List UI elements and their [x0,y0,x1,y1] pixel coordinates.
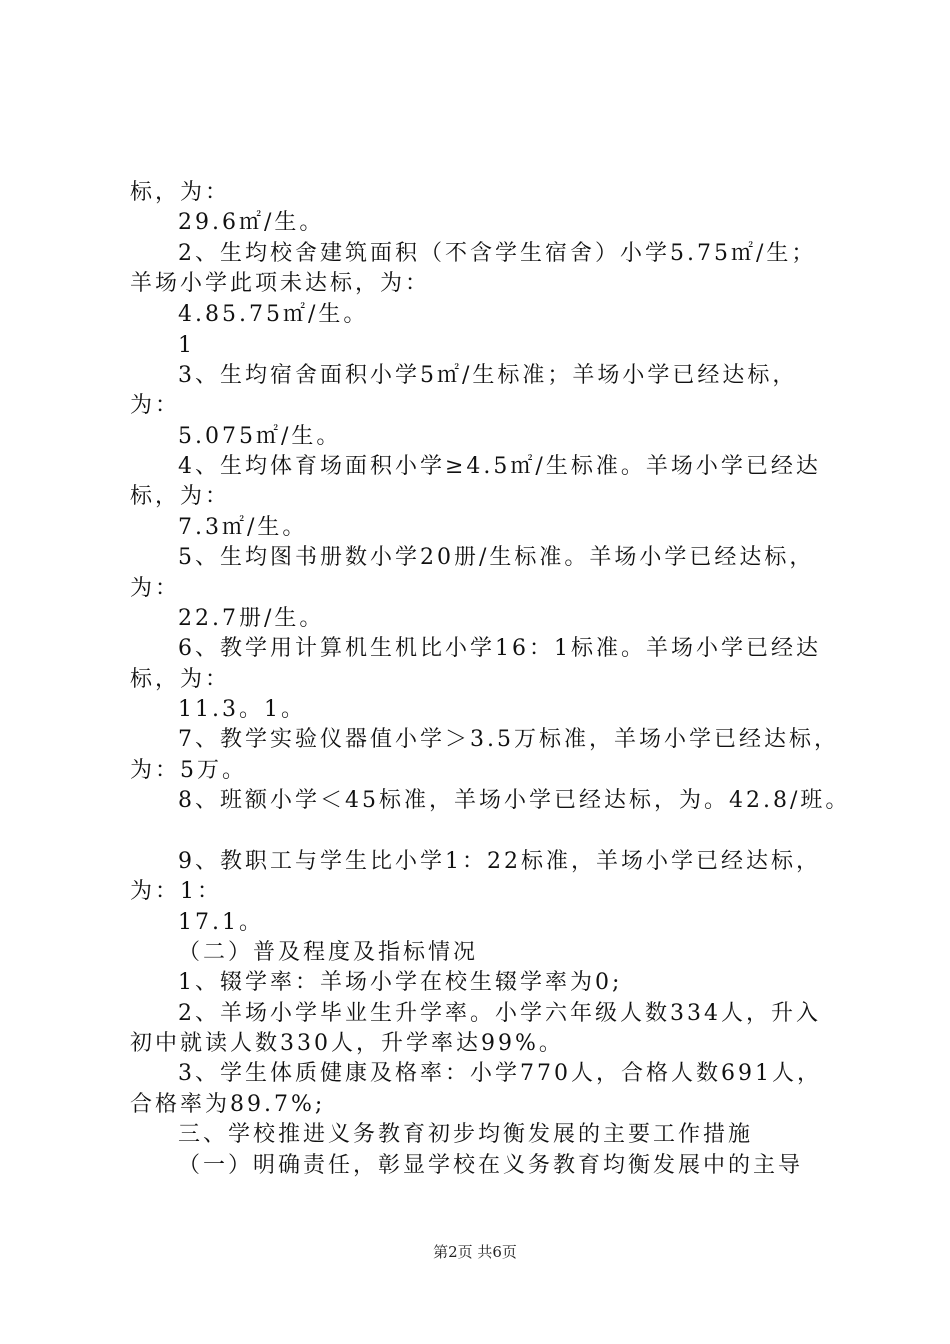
text-line-21: 8、班额小学＜45标准，羊场小学已经达标，为。42.8/班。 [178,788,851,813]
text-line-25: （二）普及程度及指标情况 [178,940,479,965]
text-line-18: 11.3。1。 [178,697,306,722]
text-line-23: 为：1： [130,879,222,904]
text-line-10: 4、生均体育场面积小学≥4.5㎡/生标准。羊场小学已经达 [178,454,821,479]
text-line-11: 标，为： [130,484,231,509]
text-line-20: 为：5万。 [130,758,247,783]
page-footer: 第2页 共6页 [433,1243,517,1261]
text-line-13: 5、生均图书册数小学20册/生标准。羊场小学已经达标， [178,545,815,570]
text-line-28: 初中就读人数330人，升学率达99%。 [130,1031,564,1056]
text-line-26: 1、辍学率：羊场小学在校生辍学率为0; [178,970,623,995]
text-line-2: 29.6㎡/生。 [178,210,325,235]
text-line-1: 标，为： [130,180,231,205]
text-line-6: 1 [178,333,195,358]
text-line-9: 5.075㎡/生。 [178,424,342,449]
text-line-4: 羊场小学此项未达标，为： [130,271,431,296]
text-line-27: 2、羊场小学毕业生升学率。小学六年级人数334人，升入 [178,1001,821,1026]
text-line-8: 为： [130,393,181,418]
text-line-7: 3、生均宿舍面积小学5㎡/生标准；羊场小学已经达标， [178,363,798,388]
text-line-12: 7.3㎡/生。 [178,515,308,540]
text-line-5: 4.85.75㎡/生。 [178,302,369,327]
text-line-29: 3、学生体质健康及格率：小学770人，合格人数691人， [178,1061,822,1086]
text-line-32: （一）明确责任，彰显学校在义务教育均衡发展中的主导 [178,1153,804,1178]
text-line-15: 22.7册/生。 [178,606,325,631]
text-line-30: 合格率为89.7%; [130,1092,326,1117]
text-line-31: 三、学校推进义务教育初步均衡发展的主要工作措施 [178,1122,754,1147]
text-line-22: 9、教职工与学生比小学1：22标准，羊场小学已经达标， [178,849,821,874]
text-line-3: 2、生均校舍建筑面积（不含学生宿舍）小学5.75㎡/生； [178,241,817,266]
text-line-16: 6、教学用计算机生机比小学16：1标准。羊场小学已经达 [178,636,821,661]
text-line-24: 17.1。 [178,910,264,935]
text-line-14: 为： [130,576,181,601]
text-line-17: 标，为： [130,667,231,692]
text-line-19: 7、教学实验仪器值小学＞3.5万标准，羊场小学已经达标， [178,727,839,752]
